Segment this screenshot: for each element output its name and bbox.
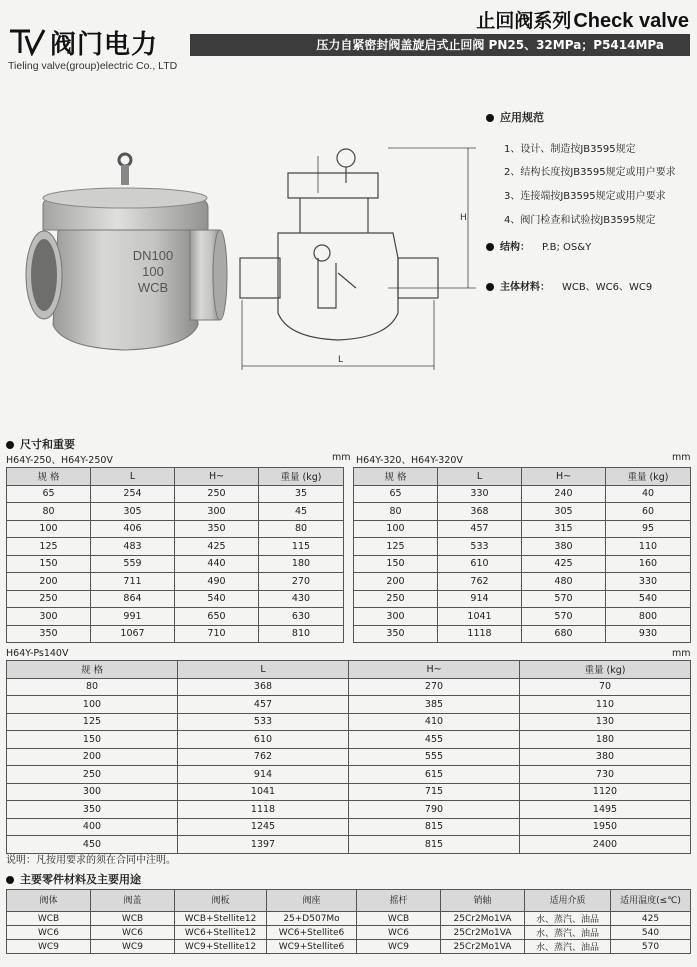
table-cell: 125 <box>7 538 91 556</box>
table-cell: 555 <box>349 748 520 766</box>
table-cell: 1118 <box>178 801 349 819</box>
company-logo-icon <box>8 28 46 56</box>
bullet-icon <box>486 243 494 251</box>
table-cell: 35 <box>259 485 344 503</box>
table-cell: 115 <box>259 538 344 556</box>
table-a-header-cell: L <box>91 468 175 486</box>
table-cell: 254 <box>91 485 175 503</box>
table-cell: WCB <box>357 912 441 926</box>
parts-header-cell: 销轴 <box>441 890 525 912</box>
company-name-en: Tieling valve(group)electric Co., LTD <box>8 60 178 72</box>
table-cell: 730 <box>520 766 691 784</box>
bullet-icon <box>6 441 14 449</box>
table-cell: 150 <box>354 555 438 573</box>
bullet-icon <box>486 114 494 122</box>
table-c-header-row <box>7 661 691 679</box>
table-cell: 930 <box>606 625 691 643</box>
table-cell: 1397 <box>178 836 349 854</box>
material-value: WCB、WC6、WC9 <box>562 282 653 293</box>
table-cell: WC9+Stellite12 <box>175 940 267 954</box>
table-cell: 1495 <box>520 801 691 819</box>
dimension-table-a <box>6 467 344 643</box>
table-cell: 2400 <box>520 836 691 854</box>
parts-header-cell: 适用温度(≤℃) <box>611 890 691 912</box>
table-cell: 240 <box>522 485 606 503</box>
dimensions-title <box>6 436 75 452</box>
dimension-h-label: H <box>460 213 467 223</box>
table-cell: 1120 <box>520 783 691 801</box>
table-cell: 425 <box>611 912 691 926</box>
table-row <box>7 713 691 731</box>
table-cell: 533 <box>438 538 522 556</box>
table-cell: 25+D507Mo <box>267 912 357 926</box>
table-cell: 368 <box>178 678 349 696</box>
bullet-icon <box>6 876 14 884</box>
table-cell: 80 <box>7 503 91 521</box>
table-c-header-cell: H~ <box>349 661 520 679</box>
table-b-header-row <box>354 468 691 486</box>
series-title <box>476 6 689 33</box>
table-row <box>7 818 691 836</box>
parts-title <box>6 871 141 887</box>
table-cell: 180 <box>259 555 344 573</box>
table-c-header-cell: 规 格 <box>7 661 178 679</box>
table-cell: WC6 <box>91 926 175 940</box>
table-cell: 350 <box>7 625 91 643</box>
table-a-header-row <box>7 468 344 486</box>
material-label: 主体材料： <box>500 282 550 293</box>
table-cell: 300 <box>7 608 91 626</box>
bullet-icon <box>486 283 494 291</box>
table-row <box>354 520 691 538</box>
valve-section-drawing <box>238 138 488 373</box>
table-row <box>7 590 344 608</box>
table-cell: 水、蒸汽、油品 <box>525 912 611 926</box>
table-cell: 150 <box>7 555 91 573</box>
table-cell: 300 <box>354 608 438 626</box>
table-cell: 455 <box>349 731 520 749</box>
table-b-label: H64Y-320、H64Y-320V <box>356 455 463 466</box>
table-cell: 350 <box>175 520 259 538</box>
table-cell: 250 <box>7 590 91 608</box>
table-cell: 533 <box>178 713 349 731</box>
table-cell: 810 <box>259 625 344 643</box>
table-cell: 650 <box>175 608 259 626</box>
table-cell: 680 <box>522 625 606 643</box>
table-row <box>7 926 691 940</box>
product-subtitle-bar: 压力自紧密封阀盖旋启式止回阀 PN25、32MPa；P5414MPa <box>190 34 690 56</box>
table-cell: WC6+Stellite6 <box>267 926 357 940</box>
table-cell: 710 <box>175 625 259 643</box>
table-cell: 80 <box>259 520 344 538</box>
table-cell: 250 <box>354 590 438 608</box>
table-cell: 450 <box>7 836 178 854</box>
table-cell: 180 <box>520 731 691 749</box>
spec-item-4: 4、阀门检查和试验按JB3595规定 <box>504 215 656 226</box>
table-cell: WCB <box>7 912 91 926</box>
table-cell: 762 <box>178 748 349 766</box>
structure-label: 结构： <box>500 242 530 253</box>
table-cell: 406 <box>91 520 175 538</box>
specs-heading-text: 应用规范 <box>500 111 544 124</box>
table-row <box>7 783 691 801</box>
table-cell: 610 <box>178 731 349 749</box>
table-cell: 150 <box>7 731 178 749</box>
table-cell: 330 <box>438 485 522 503</box>
table-c-unit: mm <box>672 648 691 659</box>
table-cell: 425 <box>175 538 259 556</box>
table-cell: 25Cr2Mo1VA <box>441 912 525 926</box>
parts-title-text: 主要零件材料及主要用途 <box>20 873 141 886</box>
table-cell: 385 <box>349 696 520 714</box>
spec-item-1: 1、设计、制造按JB3595规定 <box>504 144 636 155</box>
table-cell: 368 <box>438 503 522 521</box>
spec-material <box>486 278 652 293</box>
spec-structure <box>486 238 591 253</box>
table-row <box>7 748 691 766</box>
table-cell: 65 <box>354 485 438 503</box>
table-row <box>7 555 344 573</box>
table-cell: 790 <box>349 801 520 819</box>
parts-header-row <box>7 890 691 912</box>
table-cell: 305 <box>522 503 606 521</box>
table-row <box>7 912 691 926</box>
table-cell: 991 <box>91 608 175 626</box>
table-cell: 380 <box>522 538 606 556</box>
parts-header-cell: 阀座 <box>267 890 357 912</box>
table-cell: 110 <box>606 538 691 556</box>
table-row <box>7 766 691 784</box>
table-cell: 125 <box>7 713 178 731</box>
table-c-label: H64Y-Ps140V <box>6 648 69 659</box>
spec-item-3: 3、连接端按JB3595规定或用户要求 <box>504 191 666 202</box>
table-row <box>354 625 691 643</box>
table-cell: 100 <box>7 696 178 714</box>
table-cell: 305 <box>91 503 175 521</box>
table-cell: WC9+Stellite6 <box>267 940 357 954</box>
table-cell: 80 <box>354 503 438 521</box>
table-cell: 270 <box>349 678 520 696</box>
table-cell: 160 <box>606 555 691 573</box>
table-row <box>7 608 344 626</box>
table-row <box>7 520 344 538</box>
table-cell: 630 <box>259 608 344 626</box>
table-cell: 457 <box>178 696 349 714</box>
table-cell: 70 <box>520 678 691 696</box>
table-cell: 711 <box>91 573 175 591</box>
table-cell: 1041 <box>178 783 349 801</box>
table-cell: 1950 <box>520 818 691 836</box>
table-b-header-cell: H~ <box>522 468 606 486</box>
table-c-header-cell: 重量 (kg) <box>520 661 691 679</box>
table-row <box>7 573 344 591</box>
table-row <box>354 538 691 556</box>
table-row <box>354 608 691 626</box>
table-cell: 715 <box>349 783 520 801</box>
dimensions-note: 说明：凡按用要求的须在合同中注明。 <box>6 855 176 866</box>
table-cell: 水、蒸汽、油品 <box>525 940 611 954</box>
table-cell: WC6 <box>357 926 441 940</box>
table-cell: WC9 <box>91 940 175 954</box>
table-cell: 水、蒸汽、油品 <box>525 926 611 940</box>
table-cell: 457 <box>438 520 522 538</box>
table-cell: 380 <box>520 748 691 766</box>
table-a-header-cell: H~ <box>175 468 259 486</box>
photo-marking-1: DN100 <box>132 248 174 263</box>
table-cell: 540 <box>175 590 259 608</box>
table-cell: 570 <box>611 940 691 954</box>
table-cell: 300 <box>7 783 178 801</box>
table-cell: 570 <box>522 590 606 608</box>
table-row <box>7 625 344 643</box>
table-cell: 1067 <box>91 625 175 643</box>
table-cell: 200 <box>7 748 178 766</box>
table-cell: 100 <box>7 520 91 538</box>
spec-item-2: 2、结构长度按JB3595规定或用户要求 <box>504 167 676 178</box>
table-row <box>354 555 691 573</box>
table-cell: WC6+Stellite12 <box>175 926 267 940</box>
table-cell: 610 <box>438 555 522 573</box>
table-cell: 200 <box>7 573 91 591</box>
table-cell: 914 <box>438 590 522 608</box>
table-cell: 762 <box>438 573 522 591</box>
table-cell: 125 <box>354 538 438 556</box>
table-cell: 330 <box>606 573 691 591</box>
table-c-header-cell: L <box>178 661 349 679</box>
table-cell: 250 <box>175 485 259 503</box>
table-cell: 570 <box>522 608 606 626</box>
table-cell: 100 <box>354 520 438 538</box>
table-cell: 1245 <box>178 818 349 836</box>
table-row <box>7 678 691 696</box>
table-cell: 25Cr2Mo1VA <box>441 940 525 954</box>
table-cell: 815 <box>349 836 520 854</box>
table-cell: 65 <box>7 485 91 503</box>
table-b-unit: mm <box>672 452 691 463</box>
table-cell: WC9 <box>357 940 441 954</box>
table-cell: 25Cr2Mo1VA <box>441 926 525 940</box>
table-row <box>7 731 691 749</box>
table-cell: 815 <box>349 818 520 836</box>
table-cell: 540 <box>606 590 691 608</box>
table-row <box>354 573 691 591</box>
table-a-label: H64Y-250、H64Y-250V <box>6 455 113 466</box>
table-row <box>354 503 691 521</box>
table-cell: 914 <box>178 766 349 784</box>
table-a-header-cell: 规 格 <box>7 468 91 486</box>
table-row <box>7 801 691 819</box>
table-cell: 430 <box>259 590 344 608</box>
table-cell: 315 <box>522 520 606 538</box>
table-cell: 1041 <box>438 608 522 626</box>
parts-header-cell: 适用介质 <box>525 890 611 912</box>
table-cell: 40 <box>606 485 691 503</box>
series-title-cn: 止回阀系列 <box>476 10 572 32</box>
table-cell: 110 <box>520 696 691 714</box>
table-cell: WC6 <box>7 926 91 940</box>
table-cell: 80 <box>7 678 178 696</box>
series-title-en: Check valve <box>573 10 689 32</box>
table-cell: 400 <box>7 818 178 836</box>
table-cell: 95 <box>606 520 691 538</box>
photo-marking-2: 100 <box>142 264 164 279</box>
table-cell: 300 <box>175 503 259 521</box>
table-cell: 270 <box>259 573 344 591</box>
table-cell: 45 <box>259 503 344 521</box>
structure-value: P.B; OS&Y <box>542 242 592 253</box>
parts-header-cell: 阀盖 <box>91 890 175 912</box>
table-cell: WC9 <box>7 940 91 954</box>
table-row <box>7 940 691 954</box>
table-row <box>7 696 691 714</box>
dimensions-title-text: 尺寸和重要 <box>20 438 75 451</box>
parts-header-cell: 阀体 <box>7 890 91 912</box>
table-a-header-cell: 重量 (kg) <box>259 468 344 486</box>
table-cell: 559 <box>91 555 175 573</box>
table-row <box>354 590 691 608</box>
dimension-table-c <box>6 660 691 854</box>
dimension-l-label: L <box>338 355 344 365</box>
table-row <box>354 485 691 503</box>
table-row <box>7 538 344 556</box>
specs-heading <box>486 109 544 125</box>
table-cell: 350 <box>354 625 438 643</box>
table-cell: 200 <box>354 573 438 591</box>
parts-table <box>6 889 691 954</box>
table-row <box>7 485 344 503</box>
table-cell: 130 <box>520 713 691 731</box>
valve-photo <box>18 150 228 355</box>
parts-header-cell: 阀板 <box>175 890 267 912</box>
table-cell: 425 <box>522 555 606 573</box>
table-b-header-cell: 重量 (kg) <box>606 468 691 486</box>
table-cell: 440 <box>175 555 259 573</box>
table-b-header-cell: L <box>438 468 522 486</box>
table-cell: 490 <box>175 573 259 591</box>
table-a-unit: mm <box>332 452 351 463</box>
table-row <box>7 503 344 521</box>
table-cell: 800 <box>606 608 691 626</box>
table-cell: 60 <box>606 503 691 521</box>
table-cell: 483 <box>91 538 175 556</box>
parts-header-cell: 摇杆 <box>357 890 441 912</box>
table-cell: WCB <box>91 912 175 926</box>
table-cell: 540 <box>611 926 691 940</box>
table-cell: 410 <box>349 713 520 731</box>
table-cell: 480 <box>522 573 606 591</box>
table-cell: 1118 <box>438 625 522 643</box>
table-cell: 350 <box>7 801 178 819</box>
dimension-table-b <box>353 467 691 643</box>
table-cell: 615 <box>349 766 520 784</box>
table-b-header-cell: 规 格 <box>354 468 438 486</box>
company-name-cn: 阀门电力 <box>50 30 159 60</box>
photo-marking-3: WCB <box>137 280 169 295</box>
table-cell: 864 <box>91 590 175 608</box>
table-cell: 250 <box>7 766 178 784</box>
table-cell: WCB+Stellite12 <box>175 912 267 926</box>
